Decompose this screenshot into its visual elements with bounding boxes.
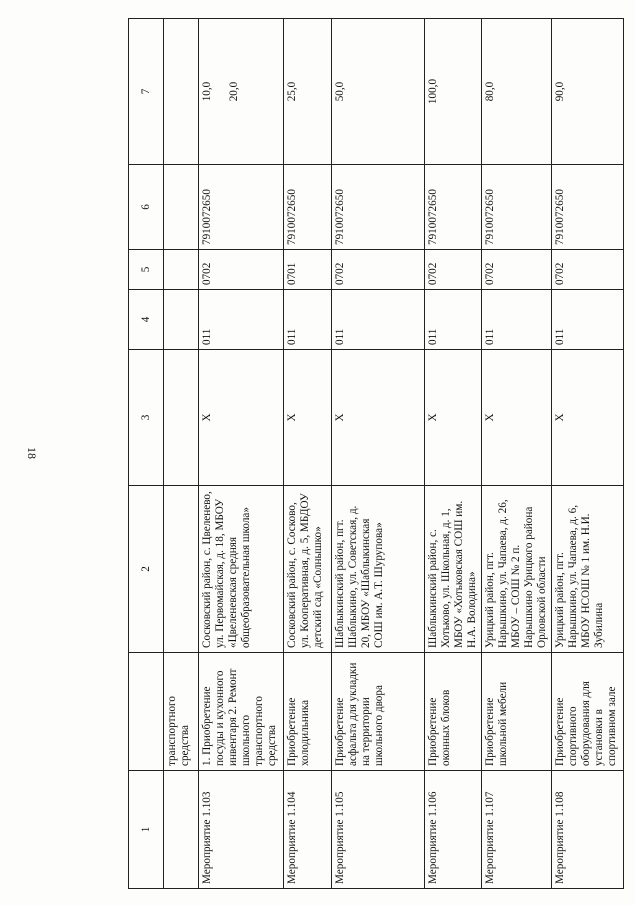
cont-action-cell: транспортного средства bbox=[164, 653, 199, 771]
action-cell: Приобретение спортивного оборудования для установки в спортивном зале bbox=[552, 653, 624, 771]
col4-cell: 011 bbox=[425, 290, 482, 350]
amount-2: 20,0 bbox=[228, 81, 240, 102]
col5-cell: 0702 bbox=[199, 250, 284, 290]
table-row bbox=[482, 19, 552, 889]
header-cell-4: 4 bbox=[129, 290, 164, 350]
address-cell: Урицкий район, пгт. Нарышкино, ул. Чапаева, д. 26, МБОУ – СОШ № 2 п. Нарышкино Урицкого района Орловской области bbox=[482, 486, 552, 653]
header-row bbox=[129, 19, 164, 889]
cont-empty-5 bbox=[164, 250, 199, 290]
col7-cell: 90,0 bbox=[552, 19, 624, 165]
col3-cell: Х bbox=[284, 350, 332, 486]
col6-cell: 7910072650 bbox=[552, 165, 624, 250]
col5-cell: 0702 bbox=[425, 250, 482, 290]
cont-empty-7 bbox=[164, 19, 199, 165]
address-cell: Сосковский район, с. Сосково, ул. Кооперативная, д. 5, МБДОУ детский сад «Солнышко» bbox=[284, 486, 332, 653]
table-row bbox=[332, 19, 425, 889]
col3-cell: Х bbox=[552, 350, 624, 486]
col5-cell: 0702 bbox=[332, 250, 425, 290]
col3-cell: Х bbox=[199, 350, 284, 486]
col6-cell: 7910072650 bbox=[425, 165, 482, 250]
amount-1: 10,0 bbox=[201, 81, 213, 102]
header-cell-2: 2 bbox=[129, 486, 164, 653]
cont-event-cell bbox=[164, 771, 199, 889]
cont-empty-3 bbox=[164, 350, 199, 486]
cont-address-cell bbox=[164, 486, 199, 653]
event-cell: Мероприятие 1.107 bbox=[482, 771, 552, 889]
col7-cell: 80,0 bbox=[482, 19, 552, 165]
action-cell: Приобретение асфальта для укладки на территории школьного двора bbox=[332, 653, 425, 771]
rotated-table-wrapper bbox=[128, 19, 618, 889]
col4-cell: 011 bbox=[332, 290, 425, 350]
col6-cell: 7910072650 bbox=[482, 165, 552, 250]
header-cell-3: 3 bbox=[129, 350, 164, 486]
table-row bbox=[284, 19, 332, 889]
header-cell-7: 7 bbox=[129, 19, 164, 165]
address-cell: Сосковский район, с. Цвеленево, ул. Первомайская, д. 18, МБОУ «Цвеленевская средняя общеобразовательная школа» bbox=[199, 486, 284, 653]
continuation-row bbox=[164, 19, 199, 889]
event-cell: Мероприятие 1.108 bbox=[552, 771, 624, 889]
col7-cell: 50,0 bbox=[332, 19, 425, 165]
col4-cell: 011 bbox=[482, 290, 552, 350]
col5-cell: 0701 bbox=[284, 250, 332, 290]
col3-cell: Х bbox=[332, 350, 425, 486]
header-cell-1: 1 bbox=[129, 771, 164, 889]
col4-cell: 011 bbox=[199, 290, 284, 350]
event-cell: Мероприятие 1.105 bbox=[332, 771, 425, 889]
header-cell-blank bbox=[129, 653, 164, 771]
address-cell: Шаблыкинский район, с. Хотьково, ул. Школьная, д. 1, МБОУ «Хотьковская СОШ им. Н.А. Володина» bbox=[425, 486, 482, 653]
action-cell: 1. Приобретение посуды и кухонного инвентаря 2. Ремонт школьного транспортного средства bbox=[199, 653, 284, 771]
action-cell: Приобретение холодильника bbox=[284, 653, 332, 771]
table-row bbox=[199, 19, 284, 889]
header-cell-5: 5 bbox=[129, 250, 164, 290]
table-row bbox=[552, 19, 624, 889]
cont-empty-4 bbox=[164, 290, 199, 350]
address-cell: Шаблыкинский район, пгт. Шаблыкино, ул. Советская, д. 20, МБОУ «Шаблыкинская СОШ им. А.Т. Шурупова» bbox=[332, 486, 425, 653]
event-cell: Мероприятие 1.103 bbox=[199, 771, 284, 889]
col6-cell: 7910072650 bbox=[199, 165, 284, 250]
cont-empty-6 bbox=[164, 165, 199, 250]
col6-cell: 7910072650 bbox=[284, 165, 332, 250]
col3-cell: Х bbox=[425, 350, 482, 486]
col3-cell: Х bbox=[482, 350, 552, 486]
col6-cell: 7910072650 bbox=[332, 165, 425, 250]
col4-cell: 011 bbox=[284, 290, 332, 350]
col4-cell: 011 bbox=[552, 290, 624, 350]
header-cell-6: 6 bbox=[129, 165, 164, 250]
event-cell: Мероприятие 1.106 bbox=[425, 771, 482, 889]
action-cell: Приобретение оконных блоков bbox=[425, 653, 482, 771]
events-table bbox=[128, 18, 624, 889]
table-row bbox=[425, 19, 482, 889]
event-cell: Мероприятие 1.104 bbox=[284, 771, 332, 889]
col7-cell: 100,0 bbox=[425, 19, 482, 165]
col7-cell bbox=[199, 19, 284, 165]
col7-cell: 25,0 bbox=[284, 19, 332, 165]
col5-cell: 0702 bbox=[552, 250, 624, 290]
page-number: 18 bbox=[25, 447, 39, 459]
address-cell: Урицкий район, пгт. Нарышкино, ул. Чапаева, д. 6, МБОУ НСОШ № 1 им. Н.И. Зубилина bbox=[552, 486, 624, 653]
action-cell: Приобретение школьной мебели bbox=[482, 653, 552, 771]
col5-cell: 0702 bbox=[482, 250, 552, 290]
